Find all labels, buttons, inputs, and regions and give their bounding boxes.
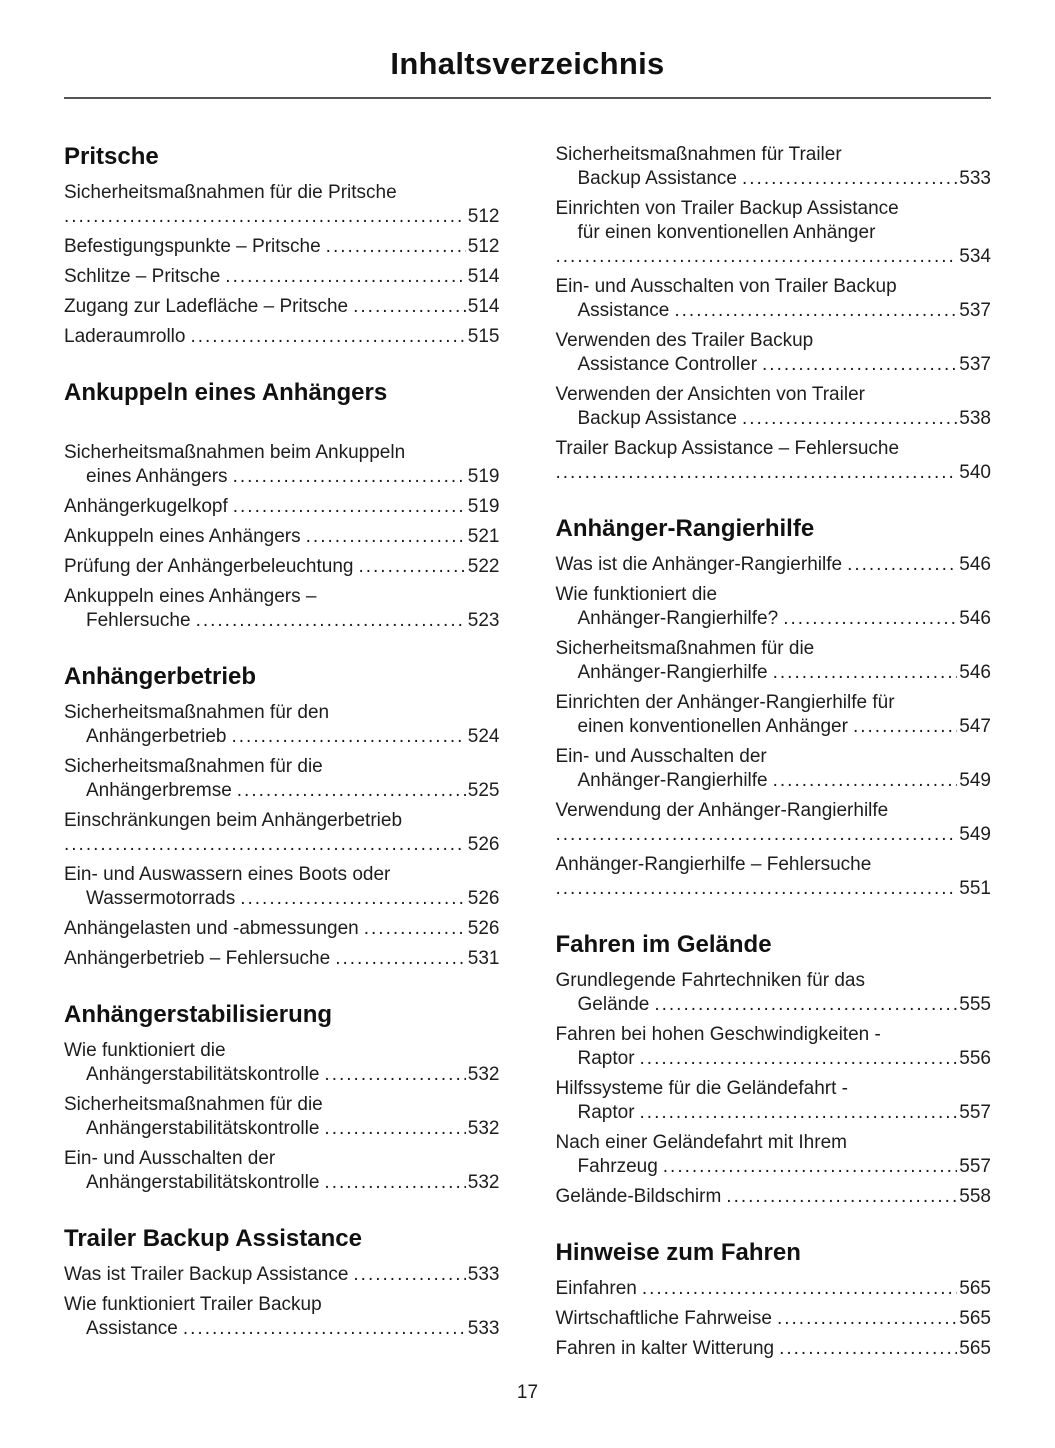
entry-line (64, 1263, 500, 1287)
toc-entry (556, 1277, 992, 1301)
entry-page-number: 525 (467, 780, 500, 801)
toc-entry (64, 495, 500, 519)
entry-text: Anhängerbetrieb (86, 726, 227, 747)
dot-leader (556, 823, 958, 847)
dot-leader (364, 917, 466, 941)
entry-text: Schlitze – Pritsche (64, 266, 221, 287)
entry-line (556, 553, 992, 577)
dot-leader (353, 1263, 465, 1287)
toc-entry (64, 441, 500, 489)
toc-section (556, 143, 992, 485)
entry-page-number: 556 (959, 1048, 991, 1069)
toc-entry (556, 853, 992, 901)
dot-leader (335, 947, 466, 971)
entry-line (556, 1277, 992, 1301)
entry-page-number: 546 (959, 608, 991, 629)
entry-page-number: 514 (467, 266, 500, 287)
toc-entry (64, 181, 500, 229)
entry-page-number: 519 (467, 466, 500, 487)
entry-page-number: 549 (959, 770, 991, 791)
entry-text: Prüfung der Anhängerbeleuchtung (64, 556, 354, 577)
entry-text: Raptor (577, 1048, 635, 1069)
dot-leader (847, 553, 957, 577)
entry-text: Was ist die Anhänger-Rangierhilfe (555, 554, 843, 575)
toc-entry (556, 691, 992, 739)
entry-text: Einfahren (555, 1278, 637, 1299)
entry-text: Fahren in kalter Witterung (555, 1338, 775, 1359)
dot-leader (640, 1047, 958, 1071)
entry-page-number: 533 (959, 168, 991, 189)
entry-text: Anhänger-Rangierhilfe? (577, 608, 779, 629)
entry-page-number: 534 (959, 246, 991, 267)
section-heading: Trailer Backup Assistance (64, 1225, 362, 1252)
entry-page-number: 532 (467, 1172, 500, 1193)
entry-line: für einen konventionellen Anhänger (577, 222, 876, 243)
dot-leader (779, 1337, 957, 1361)
entry-line: Einrichten der Anhänger-Rangierhilfe für (555, 692, 895, 713)
dot-leader (726, 1185, 957, 1209)
entry-page-number: 551 (959, 878, 991, 899)
dot-leader (773, 661, 958, 685)
entry-page-number: 549 (959, 824, 991, 845)
entry-text: Zugang zur Ladefläche – Pritsche (64, 296, 349, 317)
entry-text: Ankuppeln eines Anhängers (64, 526, 301, 547)
toc-section (556, 931, 992, 1209)
dot-leader (190, 325, 465, 349)
toc-entry (64, 809, 500, 857)
entry-text: Raptor (577, 1102, 635, 1123)
entry-line (64, 525, 500, 549)
entry-line (556, 353, 992, 377)
dot-leader (742, 407, 957, 431)
entry-page-number: 555 (959, 994, 991, 1015)
toc-entry (64, 555, 500, 579)
entry-page-number: 521 (467, 526, 500, 547)
entry-line (64, 1317, 500, 1341)
dot-leader (232, 725, 466, 749)
dot-leader (64, 205, 466, 229)
toc-section (556, 515, 992, 901)
entry-text: Anhängerstabilitätskontrolle (86, 1064, 320, 1085)
entry-line: Ein- und Ausschalten von Trailer Backup (555, 276, 897, 297)
entry-text: Anhängerkugelkopf (64, 496, 228, 517)
entry-line (556, 823, 992, 847)
toc-section (64, 663, 500, 971)
entry-line (64, 609, 500, 633)
entry-page-number: 565 (959, 1278, 991, 1299)
entry-line: Wie funktioniert Trailer Backup (64, 1294, 322, 1315)
entry-line (556, 661, 992, 685)
entry-line (556, 299, 992, 323)
section-heading: Anhängerstabilisierung (64, 1001, 333, 1028)
entry-line: Hilfssysteme für die Geländefahrt - (555, 1078, 849, 1099)
dot-leader (324, 1117, 465, 1141)
dot-leader (556, 245, 958, 269)
toc-entry (64, 1147, 500, 1195)
section-heading: Ankuppeln eines Anhängers (64, 379, 388, 406)
entry-page-number: 531 (467, 948, 500, 969)
toc-section (64, 143, 500, 349)
entry-line (556, 245, 992, 269)
entry-line (556, 1337, 992, 1361)
dot-leader (556, 877, 958, 901)
page-number: 17 (516, 1382, 539, 1403)
entry-text: Befestigungspunkte – Pritsche (64, 236, 321, 257)
entry-text: Assistance (86, 1318, 178, 1339)
toc-entry (64, 863, 500, 911)
entry-line (556, 1047, 992, 1071)
entry-page-number: 515 (467, 326, 500, 347)
toc-entry (556, 1307, 992, 1331)
toc-section (556, 1239, 992, 1361)
dot-leader (783, 607, 957, 631)
entry-text: Anhänger-Rangierhilfe (577, 770, 768, 791)
dot-leader (358, 555, 465, 579)
toc-entry (556, 745, 992, 793)
toc-entry (64, 755, 500, 803)
entry-text: eines Anhängers (86, 466, 228, 487)
entry-line (556, 1185, 992, 1209)
entry-line: Sicherheitsmaßnahmen für den (64, 702, 330, 723)
entry-page-number: 537 (959, 300, 991, 321)
entry-page-number: 526 (467, 918, 500, 939)
entry-line: Wie funktioniert die (555, 584, 718, 605)
toc-entry (64, 947, 500, 971)
toc-columns (64, 143, 991, 1367)
entry-text: einen konventionellen Anhänger (577, 716, 848, 737)
dot-leader (654, 993, 957, 1017)
dot-leader (324, 1063, 465, 1087)
toc-entry (556, 143, 992, 191)
toc-entry (64, 917, 500, 941)
entry-text: Backup Assistance (577, 408, 737, 429)
entry-line (64, 205, 500, 229)
entry-line (64, 295, 500, 319)
dot-leader (640, 1101, 958, 1125)
toc-entry (556, 583, 992, 631)
entry-page-number: 523 (467, 610, 500, 631)
entry-line: Sicherheitsmaßnahmen für die (555, 638, 815, 659)
dot-leader (742, 167, 957, 191)
entry-page-number: 533 (467, 1318, 500, 1339)
entry-page-number: 512 (467, 206, 500, 227)
entry-line: Grundlegende Fahrtechniken für das (555, 970, 865, 991)
toc-entry (556, 637, 992, 685)
entry-text: Wirtschaftliche Fahrweise (555, 1308, 772, 1329)
title-divider (64, 97, 991, 99)
entry-line (556, 607, 992, 631)
toc-entry (556, 1131, 992, 1179)
toc-entry (64, 1293, 500, 1341)
dot-leader (233, 465, 466, 489)
entry-page-number: 538 (959, 408, 991, 429)
dot-leader (777, 1307, 957, 1331)
section-heading: Hinweise zum Fahren (555, 1239, 801, 1266)
entry-line: Sicherheitsmaßnahmen für die Pritsche (64, 182, 397, 203)
entry-page-number: 537 (959, 354, 991, 375)
toc-entry (556, 1023, 992, 1071)
entry-text: Wassermotorrads (86, 888, 236, 909)
entry-page-number: 524 (467, 726, 500, 747)
entry-line (64, 833, 500, 857)
entry-line (556, 167, 992, 191)
entry-text: Laderaumrollo (64, 326, 186, 347)
entry-line (556, 1307, 992, 1331)
toc-entry (556, 969, 992, 1017)
entry-text: Fehlersuche (86, 610, 191, 631)
toc-column-1 (64, 143, 500, 1367)
entry-line: Verwendung der Anhänger-Rangierhilfe (555, 800, 889, 821)
section-heading: Anhängerbetrieb (64, 663, 257, 690)
toc-entry (556, 329, 992, 377)
entry-text: Fahrzeug (577, 1156, 658, 1177)
entry-text: Assistance (577, 300, 670, 321)
entry-line: Fahren bei hohen Geschwindigkeiten - (555, 1024, 881, 1045)
toc-entry (64, 525, 500, 549)
entry-line (64, 887, 500, 911)
entry-text: Gelände-Bildschirm (555, 1186, 722, 1207)
entry-line (556, 407, 992, 431)
entry-page-number: 519 (467, 496, 500, 517)
section-heading: Fahren im Gelände (555, 931, 772, 958)
entry-text: Anhängerbremse (86, 780, 232, 801)
entry-page-number: 526 (467, 888, 500, 909)
entry-page-number: 557 (959, 1102, 991, 1123)
entry-text: Anhängerstabilitätskontrolle (86, 1172, 320, 1193)
dot-leader (225, 265, 466, 289)
toc-entry (556, 1077, 992, 1125)
dot-leader (773, 769, 958, 793)
entry-line: Einschränkungen beim Anhängerbetrieb (64, 810, 403, 831)
entry-line (556, 1101, 992, 1125)
entry-text: Was ist Trailer Backup Assistance (64, 1264, 349, 1285)
entry-line (556, 877, 992, 901)
entry-line (556, 993, 992, 1017)
toc-entry (556, 275, 992, 323)
entry-line (64, 779, 500, 803)
dot-leader (663, 1155, 958, 1179)
toc-entry (556, 553, 992, 577)
entry-line (64, 265, 500, 289)
toc-entry (64, 325, 500, 349)
dot-leader (762, 353, 957, 377)
entry-line: Sicherheitsmaßnahmen für die (64, 1094, 323, 1115)
entry-line: Nach einer Geländefahrt mit Ihrem (555, 1132, 847, 1153)
dot-leader (326, 235, 466, 259)
toc-entry (64, 1039, 500, 1087)
toc-column-2 (556, 143, 992, 1367)
entry-line: Wie funktioniert die (64, 1040, 226, 1061)
entry-line (64, 465, 500, 489)
entry-line (64, 1171, 500, 1195)
entry-line: Verwenden der Ansichten von Trailer (555, 384, 865, 405)
entry-page-number: 512 (467, 236, 500, 257)
entry-line: Trailer Backup Assistance – Fehlersuche (555, 438, 900, 459)
entry-page-number: 533 (467, 1264, 500, 1285)
toc-entry (556, 437, 992, 485)
toc-entry (556, 799, 992, 847)
entry-line: Sicherheitsmaßnahmen für die (64, 756, 323, 777)
toc-section (64, 379, 500, 633)
dot-leader (324, 1171, 465, 1195)
entry-text: Backup Assistance (577, 168, 737, 189)
page-title: Inhaltsverzeichnis (390, 46, 665, 81)
toc-section (64, 1001, 500, 1195)
entry-line (64, 495, 500, 519)
dot-leader (556, 461, 958, 485)
dot-leader (196, 609, 466, 633)
toc-entry (64, 585, 500, 633)
entry-line (556, 769, 992, 793)
toc-entry (64, 235, 500, 259)
entry-page-number: 532 (467, 1064, 500, 1085)
toc-entry (556, 1185, 992, 1209)
entry-line: Sicherheitsmaßnahmen für Trailer (555, 144, 842, 165)
toc-entry (556, 383, 992, 431)
entry-line (556, 1155, 992, 1179)
entry-page-number: 565 (959, 1338, 991, 1359)
entry-text: Anhänger-Rangierhilfe (577, 662, 768, 683)
dot-leader (853, 715, 957, 739)
entry-line (64, 325, 500, 349)
entry-line (64, 947, 500, 971)
dot-leader (306, 525, 466, 549)
entry-line: Einrichten von Trailer Backup Assistance (555, 198, 899, 219)
dot-leader (642, 1277, 957, 1301)
entry-line (556, 461, 992, 485)
entry-text: Assistance Controller (577, 354, 758, 375)
entry-page-number: 558 (959, 1186, 991, 1207)
entry-line (64, 917, 500, 941)
entry-page-number: 526 (467, 834, 500, 855)
entry-page-number: 522 (467, 556, 500, 577)
dot-leader (64, 833, 466, 857)
section-heading: Anhänger-Rangierhilfe (555, 515, 815, 542)
section-heading: Pritsche (64, 143, 159, 170)
toc-entry (64, 295, 500, 319)
dot-leader (240, 887, 466, 911)
entry-line (64, 725, 500, 749)
entry-page-number: 565 (959, 1308, 991, 1329)
entry-page-number: 532 (467, 1118, 500, 1139)
entry-text: Anhängerbetrieb – Fehlersuche (64, 948, 331, 969)
entry-line: Verwenden des Trailer Backup (555, 330, 814, 351)
entry-page-number: 557 (959, 1156, 991, 1177)
dot-leader (233, 495, 466, 519)
entry-line: Ein- und Ausschalten der (64, 1148, 276, 1169)
entry-page-number: 546 (959, 554, 991, 575)
toc-entry (556, 197, 992, 269)
entry-line (556, 715, 992, 739)
entry-line (64, 1117, 500, 1141)
entry-page-number: 547 (959, 716, 991, 737)
entry-line (64, 555, 500, 579)
entry-line: Ein- und Ausschalten der (555, 746, 767, 767)
toc-entry (64, 1093, 500, 1141)
entry-line: Anhänger-Rangierhilfe – Fehlersuche (555, 854, 872, 875)
entry-page-number: 546 (959, 662, 991, 683)
toc-entry (64, 265, 500, 289)
entry-line (64, 235, 500, 259)
dot-leader (353, 295, 466, 319)
entry-text: Anhängerstabilitätskontrolle (86, 1118, 320, 1139)
entry-line: Ankuppeln eines Anhängers – (64, 586, 317, 607)
toc-entry (556, 1337, 992, 1361)
entry-line: Sicherheitsmaßnahmen beim Ankuppeln (64, 442, 406, 463)
entry-line (64, 1063, 500, 1087)
dot-leader (237, 779, 466, 803)
toc-entry (64, 701, 500, 749)
toc-entry (64, 1263, 500, 1287)
toc-section (64, 1225, 500, 1341)
entry-page-number: 514 (467, 296, 500, 317)
entry-page-number: 540 (959, 462, 991, 483)
dot-leader (183, 1317, 466, 1341)
entry-text: Gelände (577, 994, 650, 1015)
entry-line: Ein- und Auswassern eines Boots oder (64, 864, 391, 885)
entry-text: Anhängelasten und -abmessungen (64, 918, 359, 939)
dot-leader (674, 299, 957, 323)
